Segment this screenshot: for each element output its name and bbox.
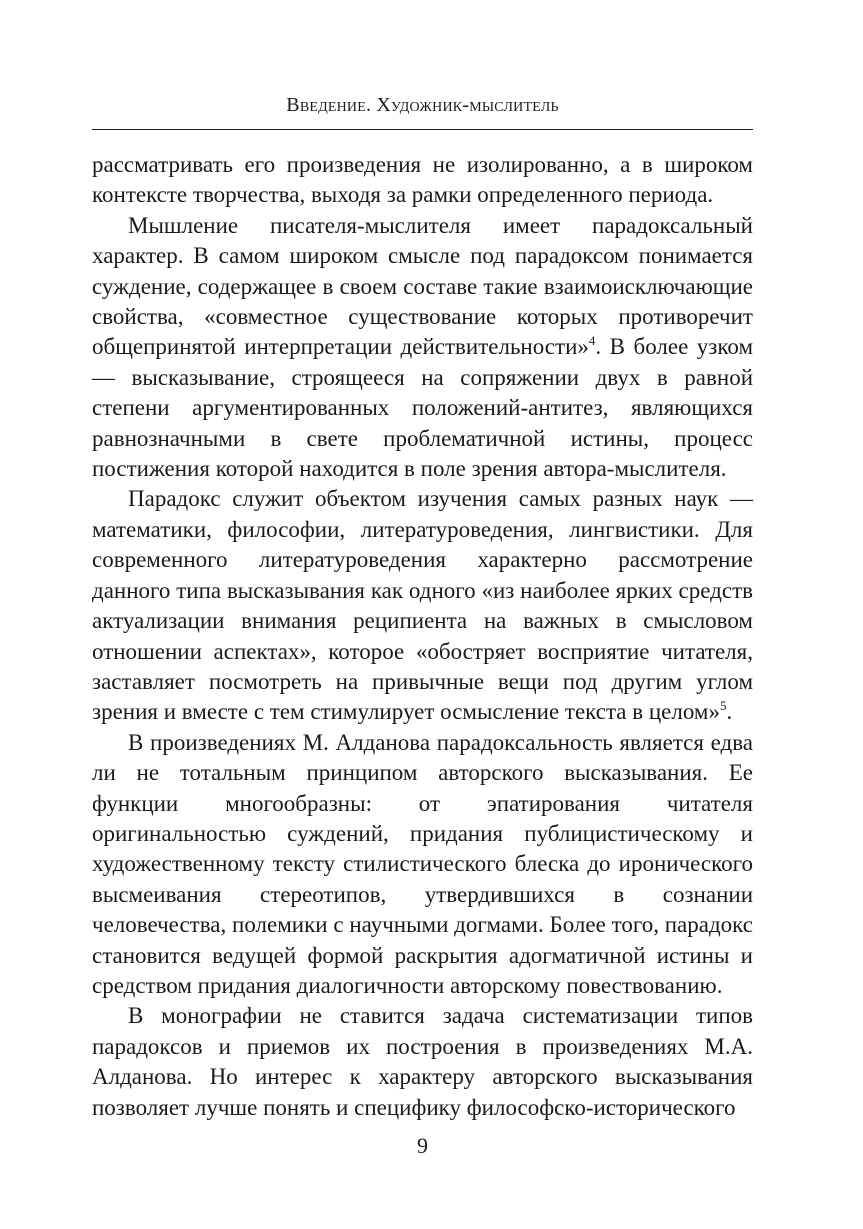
running-head [92,93,753,117]
paragraph-paradox-definition [92,211,753,485]
header-rule [92,129,753,130]
body-text [92,150,753,1123]
paragraph-text: Мышление писателя-мыслителя имеет парадоксальный характер. В самом широком смысле под парадоксом понимается суждение, содержащее в своем составе такие взаимоисключающие свойства, «совместное существование которых противоречит общепринятой интерпретации действительности» [92,212,753,360]
footnote-ref-4[interactable]: 4 [588,333,596,349]
paragraph-text: . [726,699,733,725]
footnote-ref-5[interactable]: 5 [720,698,727,714]
paragraph-monograph-task: В монографии не ставится задача систематизации типов парадоксов и приемов их построения в произведениях М.А. Алданова. Но интерес к характеру авторского высказывания позволяет лучше понять и специфику философско-исторического [92,1003,753,1120]
paragraph-text: Парадокс служит объектом изучения самых разных наук — математики, философии, литературоведения, лингвистики. Для современного литературоведения характерно рассмотрение данного типа высказывания как одного «из наиболее ярких средств актуализации внимания реципиента на важных в смысловом отношении аспектах», которое «обостряет восприятие читателя, заставляет посмотреть на привычные вещи под другим углом зрения и вместе с тем стимулирует осмысление текста в целом» [92,486,753,725]
running-head-title: Введение. Художник-мыслитель [286,94,559,116]
paragraph-paradox-study [92,484,753,727]
paragraph-continuation: рассматривать его произведения не изолированно, а в широком контексте творчества, выходя за рамки определенного периода. [92,152,753,208]
paragraph-aldanov-paradox: В произведениях М. Алданова парадоксальность является едва ли не тотальным принципом авторского высказывания. Ее функции многообразны: от эпатирования читателя оригинальностью суждений, придания публицистическому и художественному тексту стилистического блеска до иронического высмеивания стереотипов, утвердившихся в сознании человечества, полемики с научными догмами. Более того, парадокс становится ведущей формой раскрытия адогматичной истины и средством придания диалогичности авторскому повествованию. [92,729,753,998]
page-number: 9 [417,1133,428,1158]
paragraph-text: . В более узком — высказывание, строящееся на сопряжении двух в равной степени аргументированных положений-антитез, являющихся равнозначными в свете проблематичной истины, процесс постижения которой находится в поле зрения автора-мыслителя. [92,334,754,482]
